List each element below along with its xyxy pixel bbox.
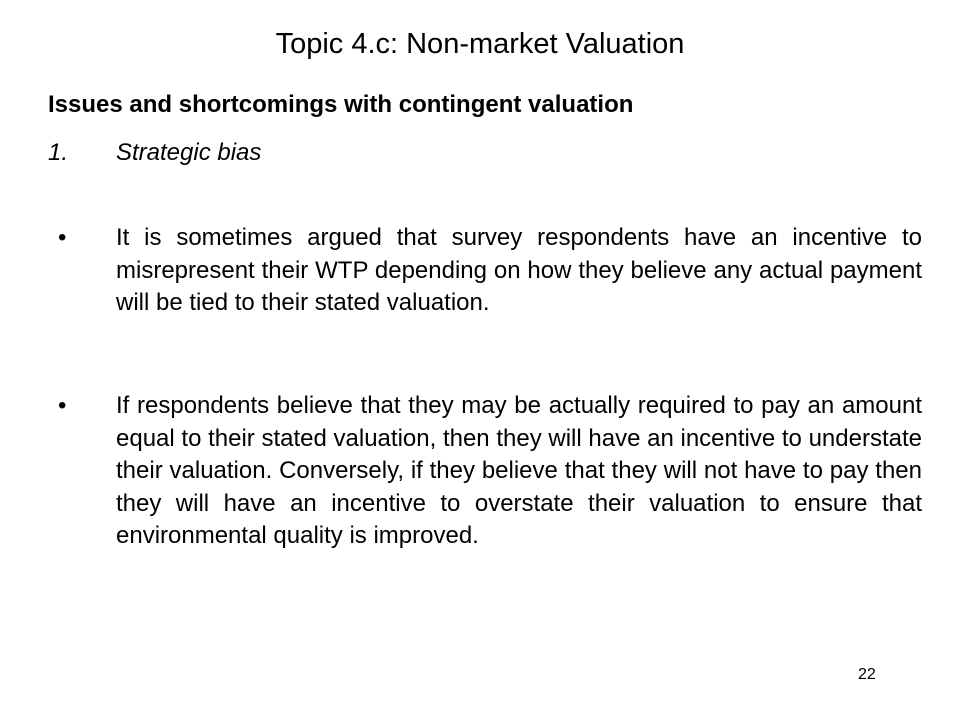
section-subheading: Issues and shortcomings with contingent valuation xyxy=(48,91,634,118)
numbered-item-number: 1. xyxy=(48,139,69,166)
bullet-item xyxy=(48,222,922,320)
bullet-item xyxy=(48,390,922,553)
bullet-text: If respondents believe that they may be actually required to pay an amount equal to their stated valuation, then they will have an incentive to understate their valuation. Conversely, if they believe that they will not have to pay then they will have an incentive to overstate their valuation to ensure that environmental quality is improved. xyxy=(116,392,922,549)
bullet-marker-icon: • xyxy=(58,224,67,251)
bullet-text: It is sometimes argued that survey respondents have an incentive to misrepresent their WTP depending on how they believe any actual payment will be tied to their stated valuation. xyxy=(116,224,922,316)
slide-title: Topic 4.c: Non-market Valuation xyxy=(275,28,685,60)
bullet-marker-icon: • xyxy=(58,392,67,419)
numbered-item xyxy=(48,136,908,170)
page-number: 22 xyxy=(858,666,876,683)
numbered-item-text: Strategic bias xyxy=(116,139,262,166)
